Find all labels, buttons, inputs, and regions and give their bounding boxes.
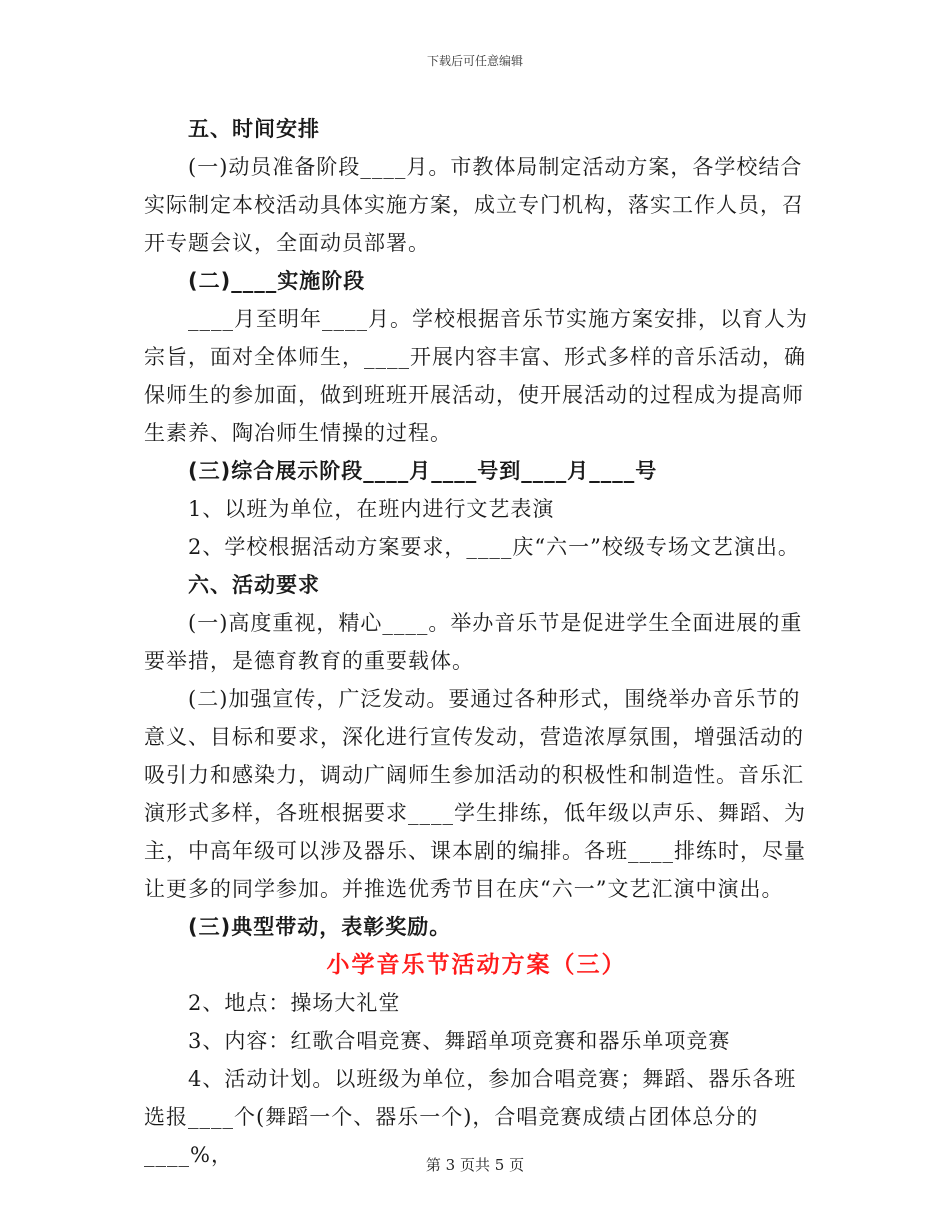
subsection-heading: (三)综合展示阶段____月____号到____月____号 bbox=[188, 459, 658, 483]
list-item: 2、学校根据活动方案要求，____庆“六一”校级专场文艺演出。 bbox=[188, 535, 800, 559]
list-item: 4、活动计划。以班级为单位，参加合唱竞赛；舞蹈、器乐各班选报____个(舞蹈一个、器乐一个)，合唱竞赛成绩占团体总分的____%， bbox=[144, 1067, 797, 1167]
paragraph: (二)加强宣传，广泛发动。要通过各种形式，围绕举办音乐节的意义、目标和要求，深化进行宣传发动，营造浓厚氛围，增强活动的吸引力和感染力，调动广阔师生参加活动的积极性和制造性。音乐汇演形式多样，各班根据要求____学生排练，低年级以声乐、舞蹈、为主，中高年级可以涉及器乐、课本剧的编排。各班____排练时，尽量让更多的同学参加。并推选优秀节目在庆“六一”文艺汇演中演出。 bbox=[144, 687, 806, 901]
list-item: 1、以班为单位，在班内进行文艺表演 bbox=[188, 497, 555, 521]
page-footer: 第 3 页共 5 页 bbox=[425, 1156, 525, 1174]
section-heading-requirements: 六、活动要求 bbox=[188, 573, 320, 597]
paragraph: (一)动员准备阶段____月。市教体局制定活动方案，各学校结合实际制定本校活动具体实施方案，成立专门机构，落实工作人员，召开专题会议，全面动员部署。 bbox=[144, 155, 804, 255]
paragraph: ____月至明年____月。学校根据音乐节实施方案安排，以育人为宗旨，面对全体师生，____开展内容丰富、形式多样的音乐活动，确保师生的参加面，做到班班开展活动，使开展活动的过程成为提高师生素养、陶冶师生情操的过程。 bbox=[144, 307, 808, 445]
document-title: 小学音乐节活动方案（三） bbox=[326, 952, 627, 978]
page-header: 下载后可任意编辑 bbox=[426, 54, 523, 68]
document-body bbox=[144, 110, 809, 1174]
list-item: 3、内容：红歌合唱竞赛、舞蹈单项竞赛和器乐单项竞赛 bbox=[188, 1029, 731, 1053]
list-item: 2、地点：操场大礼堂 bbox=[188, 991, 401, 1015]
subsection-heading: (二)____实施阶段 bbox=[188, 269, 366, 293]
section-heading-time: 五、时间安排 bbox=[188, 117, 320, 141]
paragraph: (一)高度重视，精心____。举办音乐节是促进学生全面进展的重要举措，是德育教育的重要载体。 bbox=[144, 611, 803, 673]
subsection-heading: (三)典型带动，表彰奖励。 bbox=[188, 915, 452, 939]
